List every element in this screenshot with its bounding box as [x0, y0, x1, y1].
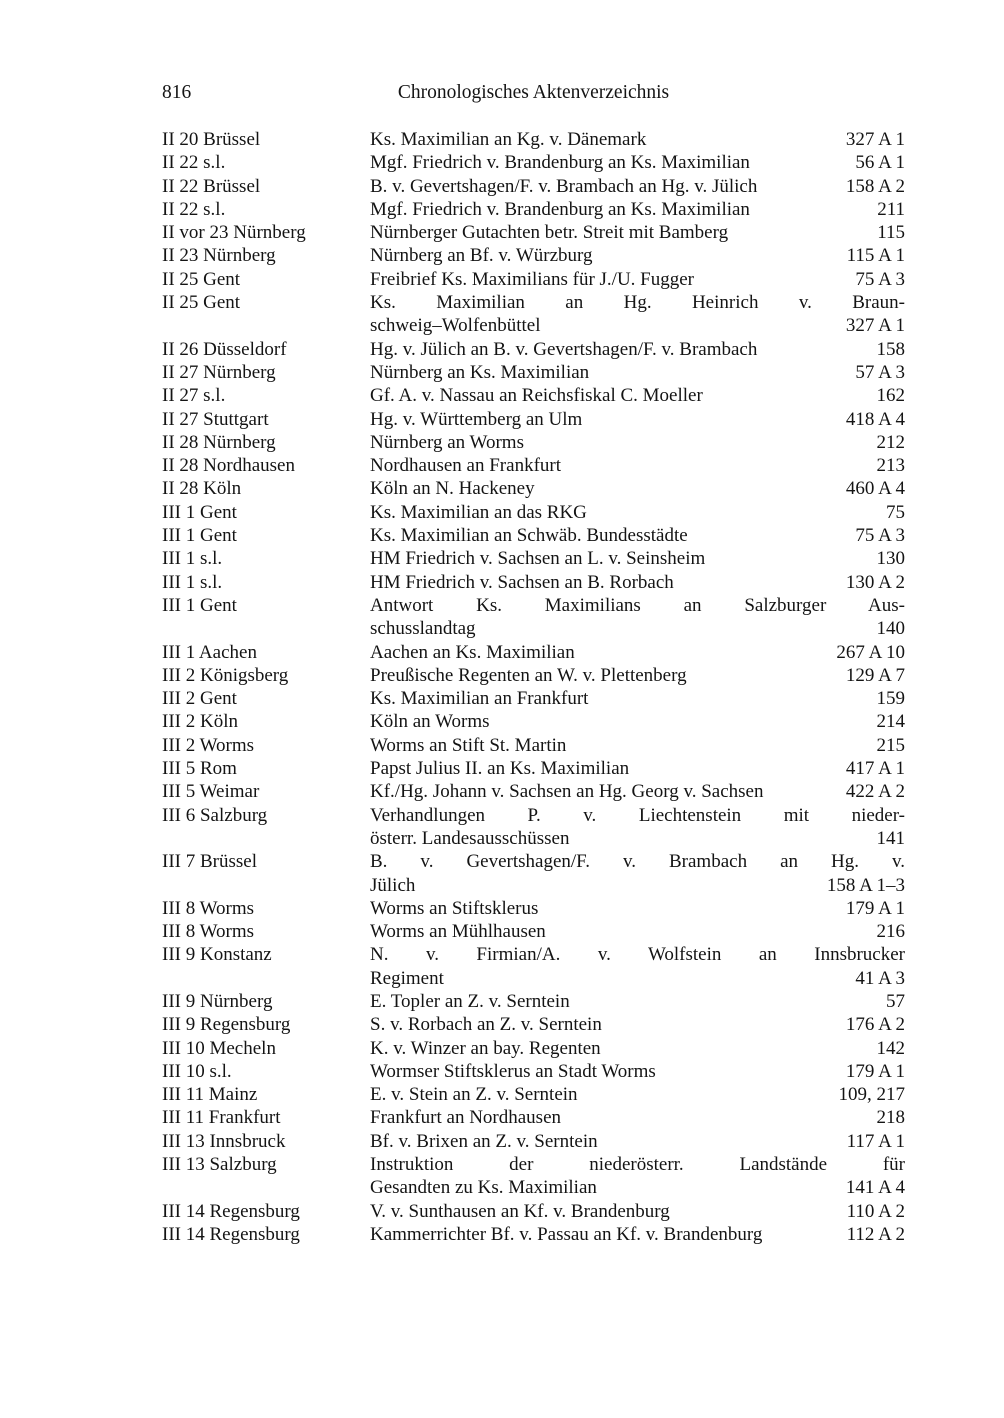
entry-description: K. v. Winzer an bay. Regenten [370, 1037, 601, 1059]
index-entry-row [162, 571, 905, 594]
index-entry-row [162, 175, 905, 198]
index-entry-row [162, 1153, 905, 1176]
entry-description: Gf. A. v. Nassau an Reichsfiskal C. Moeller [370, 385, 703, 407]
entry-description: B. v. Gevertshagen/F. v. Brambach an Hg. v. Jülich [370, 175, 758, 197]
entry-reference: 57 A 3 [855, 361, 905, 383]
index-entry-row [162, 408, 905, 431]
entry-description: österr. Landesausschüssen [370, 827, 570, 849]
entry-description-wrap [370, 710, 905, 733]
index-entry-row [162, 151, 905, 174]
entry-date: III 11 Frankfurt [162, 1107, 281, 1129]
entry-date: III 1 Gent [162, 501, 237, 523]
index-entry-row [162, 1223, 905, 1246]
entry-date: II 20 Brüssel [162, 129, 261, 150]
entry-description: HM Friedrich v. Sachsen an L. v. Seinsheim [370, 548, 706, 570]
entry-description: schusslandtag [370, 618, 476, 640]
entry-reference: 218 [876, 1107, 905, 1129]
index-entry-row [162, 244, 905, 267]
entry-date: III 1 s.l. [162, 548, 223, 570]
entry-description: Hg. v. Württemberg an Ulm [370, 408, 583, 430]
entry-description: Kammerrichter Bf. v. Passau an Kf. v. Brandenburg [370, 1223, 763, 1245]
entry-description-wrap [370, 1176, 905, 1199]
index-entry-row [162, 221, 905, 244]
index-entry-row [162, 128, 905, 151]
index-entry-row [162, 431, 905, 454]
entry-description-wrap [370, 571, 905, 594]
entry-description-wrap [370, 431, 905, 454]
entry-description-wrap [370, 198, 905, 221]
entry-description: B. v. Gevertshagen/F. v. Brambach an Hg. v. [370, 851, 905, 873]
entry-reference: 75 [886, 501, 905, 523]
entry-description: Aachen an Ks. Maximilian [370, 641, 575, 663]
entry-date: III 5 Rom [162, 758, 237, 780]
entry-description: Freibrief Ks. Maximilians für J./U. Fugger [370, 268, 695, 290]
entry-description-wrap [370, 477, 905, 500]
entry-description: Wormser Stiftsklerus an Stadt Worms [370, 1060, 656, 1082]
index-entry-row [162, 384, 905, 407]
entry-date: III 9 Regensburg [162, 1014, 291, 1036]
entry-description: Nürnberger Gutachten betr. Streit mit Bamberg [370, 222, 729, 244]
entry-reference: 130 [876, 548, 905, 570]
entry-description-wrap [370, 734, 905, 757]
entry-date: III 5 Weimar [162, 781, 260, 803]
entry-description: V. v. Sunthausen an Kf. v. Brandenburg [370, 1200, 670, 1222]
entry-date: II 26 Düsseldorf [162, 338, 287, 360]
entry-date: III 2 Worms [162, 734, 255, 756]
index-entry-row [162, 1200, 905, 1223]
index-entry-row [162, 734, 905, 757]
entry-reference: 158 A 2 [845, 175, 905, 197]
entry-description: Nordhausen an Frankfurt [370, 455, 562, 477]
entry-date: III 2 Gent [162, 688, 237, 710]
entry-description-wrap [370, 524, 905, 547]
entry-description-wrap [370, 1083, 905, 1106]
index-entry-row [162, 338, 905, 361]
entry-description-wrap [370, 1223, 905, 1246]
index-entry-row [162, 524, 905, 547]
entry-description-wrap [370, 1037, 905, 1060]
entry-date: II 28 Köln [162, 478, 242, 500]
index-entry-row [162, 780, 905, 803]
entry-description-wrap [370, 664, 905, 687]
page-head [162, 80, 905, 105]
entry-reference: 129 A 7 [845, 664, 905, 686]
entry-description-wrap [370, 151, 905, 174]
index-entry-row [162, 827, 905, 850]
entry-date: III 6 Salzburg [162, 804, 268, 826]
entry-date: III 14 Regensburg [162, 1223, 300, 1245]
index-entry-row [162, 268, 905, 291]
entry-description-wrap [370, 1130, 905, 1153]
entry-description-wrap [370, 967, 905, 990]
entry-description: Verhandlungen P. v. Liechtenstein mit nieder- [370, 804, 905, 826]
index-entry-row [162, 477, 905, 500]
entry-description-wrap [370, 338, 905, 361]
entry-description-wrap [370, 617, 905, 640]
entry-reference: 418 A 4 [845, 408, 905, 430]
entry-date: II 27 s.l. [162, 385, 226, 407]
entry-date: II 27 Stuttgart [162, 408, 269, 430]
entry-date [162, 874, 370, 897]
entry-description-wrap [370, 408, 905, 431]
index-entry-row [162, 804, 905, 827]
index-entry-row [162, 454, 905, 477]
entry-reference: 159 [876, 688, 905, 710]
entry-date: II 22 Brüssel [162, 175, 261, 197]
index-entry-list [162, 128, 905, 1246]
index-entry-row [162, 897, 905, 920]
entry-reference: 176 A 2 [845, 1014, 905, 1036]
entry-date: III 10 Mecheln [162, 1037, 276, 1059]
entry-description: Köln an N. Hackeney [370, 478, 535, 500]
entry-reference: 75 A 3 [855, 268, 905, 290]
entry-reference: 158 A 1–3 [826, 874, 905, 896]
entry-description: Worms an Stift St. Martin [370, 734, 567, 756]
entry-description-wrap [370, 361, 905, 384]
entry-description: Hg. v. Jülich an B. v. Gevertshagen/F. v. Brambach [370, 338, 758, 360]
entry-description: Worms an Mühlhausen [370, 921, 546, 943]
entry-reference: 141 A 4 [845, 1177, 905, 1199]
entry-description-wrap [370, 827, 905, 850]
entry-description: Ks. Maximilian an Hg. Heinrich v. Braun- [370, 292, 905, 314]
entry-description-wrap [370, 175, 905, 198]
entry-description-wrap [370, 291, 905, 314]
entry-date: III 13 Salzburg [162, 1154, 277, 1176]
entry-date: III 14 Regensburg [162, 1200, 300, 1222]
index-entry-row [162, 1060, 905, 1083]
entry-reference: 216 [876, 921, 905, 943]
entry-description: Köln an Worms [370, 711, 490, 733]
entry-date: III 9 Konstanz [162, 944, 272, 966]
entry-description-wrap [370, 547, 905, 570]
entry-reference: 179 A 1 [845, 1060, 905, 1082]
entry-description-wrap [370, 1060, 905, 1083]
entry-description-wrap [370, 804, 905, 827]
entry-description-wrap [370, 1153, 905, 1176]
entry-reference: 158 [876, 338, 905, 360]
index-entry-row [162, 757, 905, 780]
entry-description-wrap [370, 1013, 905, 1036]
entry-description: Antwort Ks. Maximilians an Salzburger Aus- [370, 594, 905, 616]
index-entry-row [162, 1037, 905, 1060]
entry-description: Kf./Hg. Johann v. Sachsen an Hg. Georg v. Sachsen [370, 781, 764, 803]
entry-description-wrap [370, 920, 905, 943]
entry-reference: 214 [876, 711, 905, 733]
entry-reference: 56 A 1 [855, 152, 905, 174]
entry-description-wrap [370, 641, 905, 664]
index-entry-row [162, 664, 905, 687]
index-entry-row [162, 314, 905, 337]
entry-date [162, 967, 370, 990]
entry-date: II 22 s.l. [162, 152, 226, 174]
entry-description-wrap [370, 897, 905, 920]
entry-date: III 2 Königsberg [162, 664, 289, 686]
entry-date: III 13 Innsbruck [162, 1130, 286, 1152]
entry-description-wrap [370, 128, 905, 151]
entry-description-wrap [370, 943, 905, 966]
entry-date: II 25 Gent [162, 292, 241, 314]
entry-reference: 213 [876, 455, 905, 477]
entry-reference: 141 [876, 827, 905, 849]
entry-date: III 1 Gent [162, 525, 237, 547]
entry-date: III 1 Gent [162, 594, 237, 616]
entry-description: E. v. Stein an Z. v. Serntein [370, 1084, 578, 1106]
entry-description: Mgf. Friedrich v. Brandenburg an Ks. Maximilian [370, 198, 750, 220]
entry-date: III 1 Aachen [162, 641, 257, 663]
entry-description: Frankfurt an Nordhausen [370, 1107, 562, 1129]
entry-description: Ks. Maximilian an das RKG [370, 501, 587, 523]
entry-description-wrap [370, 1106, 905, 1129]
entry-date: II 23 Nürnberg [162, 245, 276, 267]
entry-reference: 57 [886, 990, 905, 1012]
entry-reference: 422 A 2 [845, 781, 905, 803]
entry-reference: 179 A 1 [845, 897, 905, 919]
entry-reference: 109, 217 [838, 1084, 905, 1106]
index-entry-row [162, 547, 905, 570]
entry-reference: 417 A 1 [845, 758, 905, 780]
running-header: Chronologisches Aktenverzeichnis [397, 82, 670, 103]
entry-date: II 22 s.l. [162, 198, 226, 220]
index-entry-row [162, 501, 905, 524]
entry-description-wrap [370, 454, 905, 477]
entry-description-wrap [370, 780, 905, 803]
entry-reference: 117 A 1 [846, 1130, 905, 1152]
entry-date: III 9 Nürnberg [162, 990, 273, 1012]
entry-description-wrap [370, 594, 905, 617]
index-entry-row [162, 617, 905, 640]
entry-date: II vor 23 Nürnberg [162, 222, 306, 244]
entry-date: III 10 s.l. [162, 1060, 232, 1082]
entry-description-wrap [370, 850, 905, 873]
entry-description: Preußische Regenten an W. v. Plettenberg [370, 664, 687, 686]
entry-description: Instruktion der niederösterr. Landstände für [370, 1154, 905, 1176]
index-entry-row [162, 291, 905, 314]
entry-description-wrap [370, 1200, 905, 1223]
index-entry-row [162, 1013, 905, 1036]
index-entry-row [162, 920, 905, 943]
index-entry-row [162, 967, 905, 990]
entry-date: III 11 Mainz [162, 1084, 258, 1106]
entry-description-wrap [370, 874, 905, 897]
entry-description-wrap [370, 501, 905, 524]
entry-date: II 25 Gent [162, 268, 241, 290]
index-entry-row [162, 594, 905, 617]
entry-reference: 460 A 4 [845, 478, 905, 500]
index-entry-row [162, 1176, 905, 1199]
entry-reference: 112 A 2 [846, 1223, 905, 1245]
index-entry-row [162, 710, 905, 733]
entry-description: Nürnberg an Ks. Maximilian [370, 361, 590, 383]
index-entry-row [162, 641, 905, 664]
entry-date: III 8 Worms [162, 921, 255, 943]
entry-date: II 28 Nürnberg [162, 431, 276, 453]
index-entry-row [162, 874, 905, 897]
entry-description: Ks. Maximilian an Kg. v. Dänemark [370, 129, 647, 150]
entry-date [162, 314, 370, 337]
entry-description: schweig–Wolfenbüttel [370, 315, 541, 337]
entry-description: Papst Julius II. an Ks. Maximilian [370, 758, 630, 780]
entry-description-wrap [370, 384, 905, 407]
entry-date: III 2 Köln [162, 711, 238, 733]
index-entry-row [162, 850, 905, 873]
entry-date: III 8 Worms [162, 897, 255, 919]
entry-reference: 41 A 3 [855, 967, 905, 989]
index-entry-row [162, 687, 905, 710]
entry-date: III 1 s.l. [162, 571, 223, 593]
entry-date [162, 1176, 370, 1199]
entry-description-wrap [370, 314, 905, 337]
entry-date [162, 827, 370, 850]
entry-description-wrap [370, 687, 905, 710]
index-entry-row [162, 361, 905, 384]
entry-description: Bf. v. Brixen an Z. v. Serntein [370, 1130, 598, 1152]
entry-date [162, 617, 370, 640]
entry-reference: 75 A 3 [855, 525, 905, 547]
entry-reference: 130 A 2 [845, 571, 905, 593]
entry-reference: 115 [877, 222, 905, 244]
entry-description-wrap [370, 221, 905, 244]
index-entry-row [162, 198, 905, 221]
entry-description-wrap [370, 268, 905, 291]
entry-description: S. v. Rorbach an Z. v. Serntein [370, 1014, 602, 1036]
entry-reference: 215 [876, 734, 905, 756]
entry-reference: 115 A 1 [846, 245, 905, 267]
index-entry-row [162, 1106, 905, 1129]
entry-description: N. v. Firmian/A. v. Wolfstein an Innsbrucker [370, 944, 905, 966]
page-number: 816 [162, 82, 192, 103]
entry-description: HM Friedrich v. Sachsen an B. Rorbach [370, 571, 674, 593]
entry-reference: 267 A 10 [836, 641, 905, 663]
index-entry-row [162, 1083, 905, 1106]
entry-description: Jülich [370, 874, 416, 896]
entry-description-wrap [370, 990, 905, 1013]
entry-reference: 110 A 2 [846, 1200, 905, 1222]
entry-description: Worms an Stiftsklerus [370, 897, 539, 919]
entry-reference: 212 [876, 431, 905, 453]
entry-reference: 327 A 1 [845, 129, 905, 150]
entry-description-wrap [370, 244, 905, 267]
entry-description: Mgf. Friedrich v. Brandenburg an Ks. Maximilian [370, 152, 750, 174]
entry-date: III 7 Brüssel [162, 851, 257, 873]
entry-reference: 142 [876, 1037, 905, 1059]
entry-date: II 28 Nordhausen [162, 455, 295, 477]
entry-reference: 327 A 1 [845, 315, 905, 337]
entry-description: E. Topler an Z. v. Serntein [370, 990, 570, 1012]
document-page [162, 80, 905, 1246]
entry-description: Nürnberg an Bf. v. Würzburg [370, 245, 593, 267]
entry-description: Regiment [370, 967, 444, 989]
entry-description-wrap [370, 757, 905, 780]
entry-reference: 211 [877, 198, 905, 220]
entry-description: Nürnberg an Worms [370, 431, 524, 453]
entry-description: Gesandten zu Ks. Maximilian [370, 1177, 597, 1199]
index-entry-row [162, 1130, 905, 1153]
entry-description: Ks. Maximilian an Frankfurt [370, 688, 589, 710]
entry-description: Ks. Maximilian an Schwäb. Bundesstädte [370, 525, 688, 547]
entry-reference: 140 [876, 618, 905, 640]
entry-reference: 162 [876, 385, 905, 407]
index-entry-row [162, 990, 905, 1013]
entry-date: II 27 Nürnberg [162, 361, 276, 383]
index-entry-row [162, 943, 905, 966]
